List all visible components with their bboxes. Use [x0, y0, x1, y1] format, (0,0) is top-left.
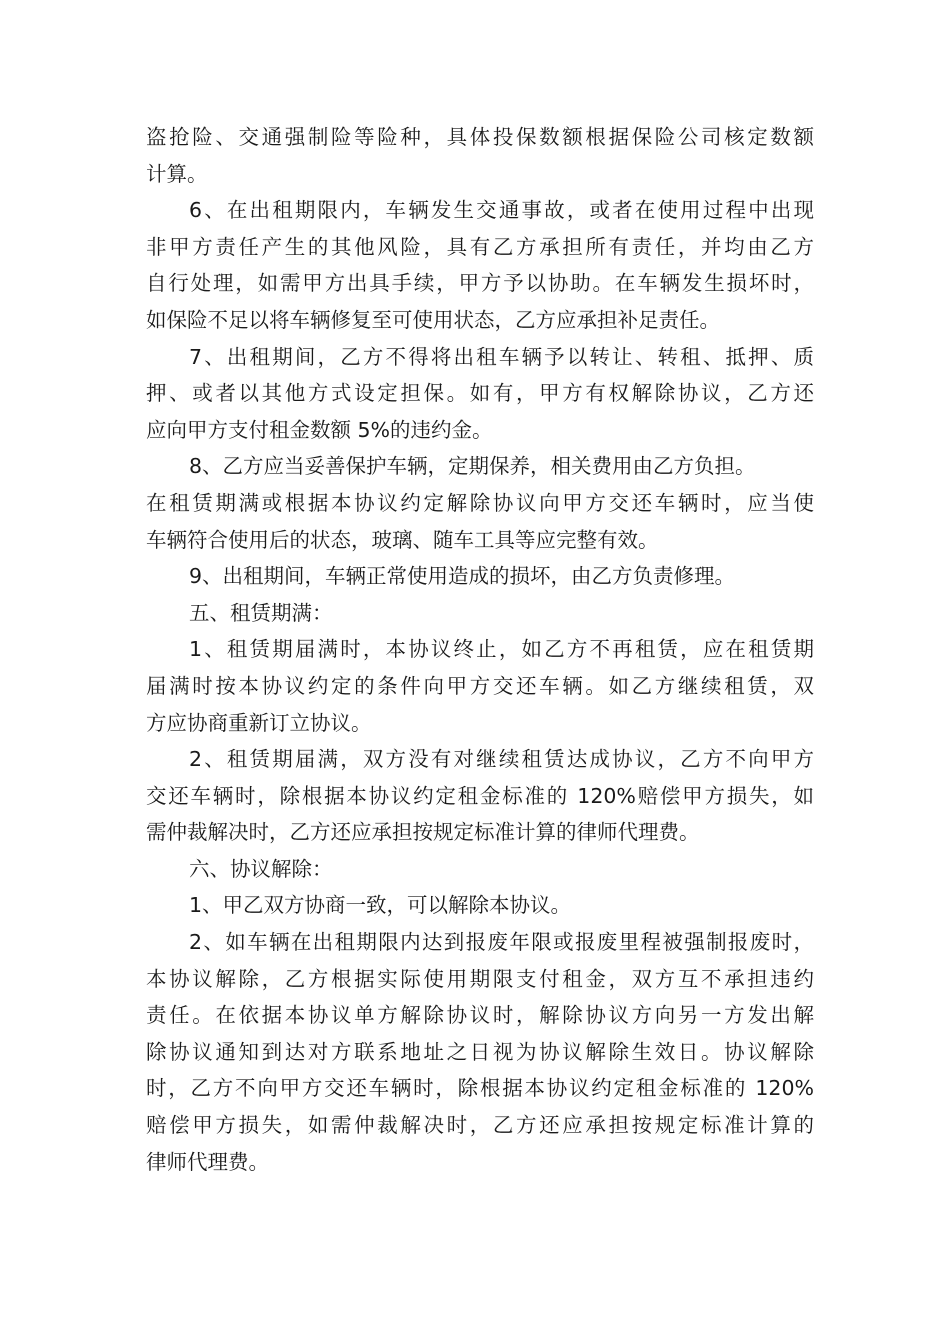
clause-4-6: 6、在出租期限内，车辆发生交通事故，或者在使用过程中出现: [189, 198, 814, 223]
text-line: 需仲裁解决时，乙方还应承担按规定标准计算的律师代理费。: [146, 820, 700, 845]
text-line: 计算。: [146, 161, 208, 186]
document-body: [146, 119, 814, 1180]
text-line: 时，乙方不向甲方交还车辆时，除根据本协议约定租金标准的 120%: [146, 1076, 814, 1101]
clause-6-1: 1、甲乙双方协商一致，可以解除本协议。: [189, 893, 572, 918]
text-line: 届满时按本协议约定的条件向甲方交还车辆。如乙方继续租赁，双: [146, 673, 814, 698]
clause-4-8: 8、乙方应当妥善保护车辆，定期保养，相关费用由乙方负担。: [189, 454, 756, 479]
section-heading-5: 五、租赁期满：: [189, 600, 333, 625]
text-line: 赔偿甲方损失，如需仲裁解决时，乙方还应承担按规定标准计算的: [146, 1113, 814, 1138]
text-line: 方应协商重新订立协议。: [146, 710, 372, 735]
text-line: 应向甲方支付租金数额 5%的违约金。: [146, 417, 493, 442]
text-line: 在租赁期满或根据本协议约定解除协议向甲方交还车辆时，应当使: [146, 490, 814, 515]
clause-5-2: 2、租赁期届满，双方没有对继续租赁达成协议，乙方不向甲方: [189, 747, 814, 772]
clause-6-2: 2、如车辆在出租期限内达到报废年限或报废里程被强制报废时，: [189, 930, 814, 955]
text-line: 责任。在依据本协议单方解除协议时，解除协议方向另一方发出解: [146, 1003, 814, 1028]
clause-4-7: 7、出租期间，乙方不得将出租车辆予以转让、转租、抵押、质: [189, 344, 814, 369]
text-line: 如保险不足以将车辆修复至可使用状态，乙方应承担补足责任。: [146, 307, 720, 332]
text-line: 车辆符合使用后的状态，玻璃、随车工具等应完整有效。: [146, 527, 659, 552]
text-line: 自行处理，如需甲方出具手续，甲方予以协助。在车辆发生损坏时，: [146, 271, 814, 296]
text-line: 除协议通知到达对方联系地址之日视为协议解除生效日。协议解除: [146, 1039, 814, 1064]
text-line: 非甲方责任产生的其他风险，具有乙方承担所有责任，并均由乙方: [146, 234, 814, 259]
text-line: 交还车辆时，除根据本协议约定租金标准的 120%赔偿甲方损失，如: [146, 783, 814, 808]
text-line: 律师代理费。: [146, 1149, 269, 1174]
text-line: 本协议解除，乙方根据实际使用期限支付租金，双方互不承担违约: [146, 966, 814, 991]
text-line: 押、或者以其他方式设定担保。如有，甲方有权解除协议，乙方还: [146, 381, 814, 406]
text-line: 盗抢险、交通强制险等险种，具体投保数额根据保险公司核定数额: [146, 125, 814, 149]
section-heading-6: 六、协议解除：: [189, 856, 333, 881]
clause-5-1: 1、租赁期届满时，本协议终止，如乙方不再租赁，应在租赁期: [189, 637, 814, 662]
clause-4-9: 9、出租期间，车辆正常使用造成的损坏，由乙方负责修理。: [189, 564, 736, 589]
